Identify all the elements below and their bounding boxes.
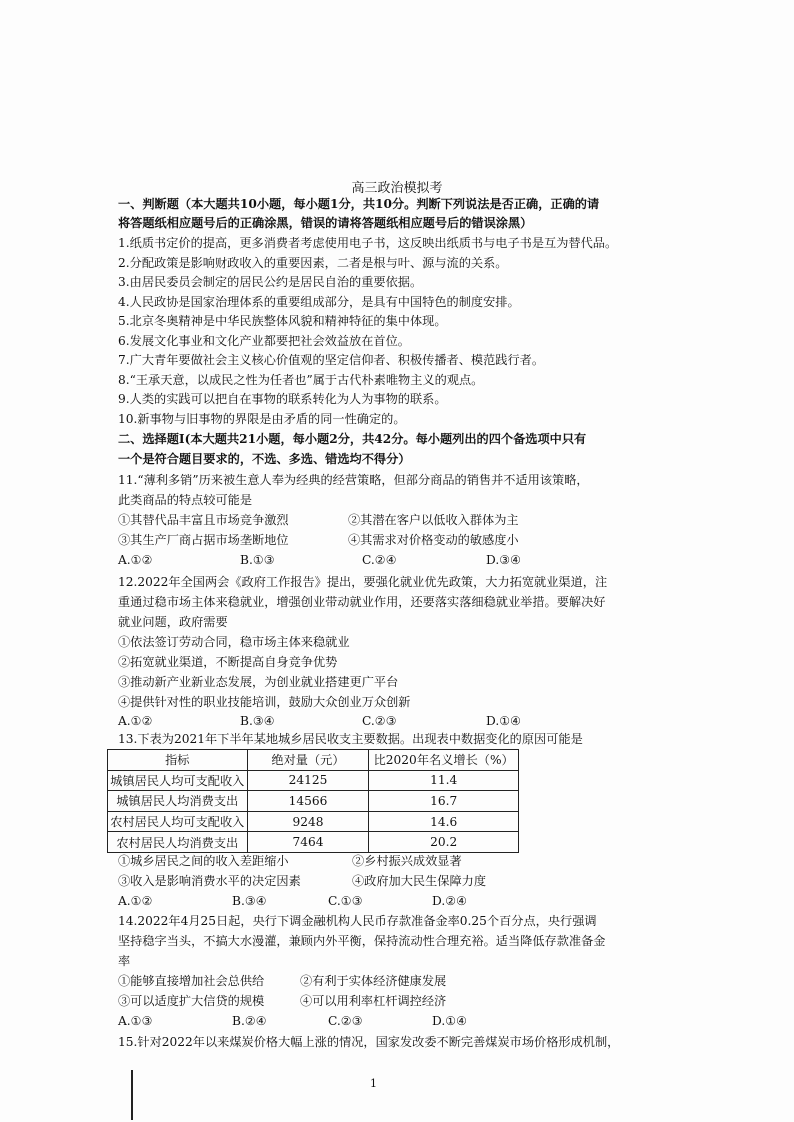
q11-statement-2: ②其潜在客户以低收入群体为主 bbox=[348, 513, 519, 527]
q12-choice-d: D.①④ bbox=[486, 714, 522, 728]
judge-item: 5.北京冬奥精神是中华民族整体风貌和精神特征的集中体现。 bbox=[118, 314, 447, 328]
q14-choice-a: A.①③ bbox=[118, 1014, 153, 1028]
page-number: 1 bbox=[370, 1077, 377, 1090]
table-cell: 14566 bbox=[247, 791, 369, 812]
q11-choice-a: A.①② bbox=[118, 553, 153, 567]
q12-choice-a: A.①② bbox=[118, 714, 153, 728]
table-cell: 20.2 bbox=[369, 832, 519, 853]
q11-stem: 11.“薄利多销”历来被生意人奉为经典的经营策略，但部分商品的销售并不适用该策略， bbox=[118, 473, 589, 487]
table-row bbox=[108, 791, 519, 812]
q13-statement-3: ③收入是影响消费水平的决定因素 bbox=[118, 874, 301, 888]
q12-choice-c: C.②③ bbox=[362, 714, 397, 728]
table-cell: 7464 bbox=[247, 832, 369, 853]
judge-item: 9.人类的实践可以把自在事物的联系转化为人为事物的联系。 bbox=[118, 392, 447, 406]
table-row bbox=[108, 770, 519, 791]
table-row bbox=[108, 811, 519, 832]
q14-stem-cont2: 率 bbox=[118, 954, 131, 968]
section2-heading: 二、选择题Ⅰ(本大题共21小题，每小题2分，共42分。每小题列出的四个备选项中只有 bbox=[118, 432, 587, 446]
judge-item: 4.人民政协是国家治理体系的重要组成部分，是具有中国特色的制度安排。 bbox=[118, 295, 520, 309]
table-cell: 14.6 bbox=[369, 811, 519, 832]
table-cell: 城镇居民人均消费支出 bbox=[108, 791, 248, 812]
table-cell: 24125 bbox=[247, 770, 369, 791]
page-title: 高三政治模拟考 bbox=[351, 181, 443, 196]
table-header-row bbox=[108, 750, 519, 771]
judge-item: 8.“王承天意，以成民之性为任者也”属于古代朴素唯物主义的观点。 bbox=[118, 373, 484, 387]
table-header: 比2020年名义增长（%） bbox=[369, 750, 519, 771]
q14-statement-2: ②有利于实体经济健康发展 bbox=[300, 974, 447, 988]
q14-stem: 14.2022年4月25日起，央行下调金融机构人民币存款准备金率0.25个百分点，央行强调 bbox=[118, 914, 597, 928]
income-expenditure-table bbox=[107, 749, 519, 853]
table-cell: 16.7 bbox=[369, 791, 519, 812]
q13-choice-c: C.①③ bbox=[328, 894, 363, 908]
q11-choice-d: D.③④ bbox=[486, 553, 522, 567]
judge-item: 6.发展文化事业和文化产业都要把社会效益放在首位。 bbox=[118, 334, 410, 348]
q13-statement-4: ④政府加大民生保障力度 bbox=[352, 874, 487, 888]
q13-stem: 13.下表为2021年下半年某地城乡居民收支主要数据。出现表中数据变化的原因可能是 bbox=[118, 732, 583, 746]
q14-choice-c: C.②③ bbox=[328, 1014, 363, 1028]
q11-statement-1: ①其替代品丰富且市场竞争激烈 bbox=[118, 513, 289, 527]
judge-item: 2.分配政策是影响财政收入的重要因素，二者是根与叶、源与流的关系。 bbox=[118, 256, 508, 270]
q15-stem: 15.针对2022年以来煤炭价格大幅上涨的情况，国家发改委不断完善煤炭市场价格形成机制， bbox=[118, 1035, 620, 1049]
judge-item: 3.由居民委员会制定的居民公约是居民自治的重要依据。 bbox=[118, 275, 423, 289]
table-cell: 9248 bbox=[247, 811, 369, 832]
q13-choice-a: A.①② bbox=[118, 894, 153, 908]
q11-choice-b: B.①③ bbox=[240, 553, 275, 567]
judge-item: 10.新事物与旧事物的界限是由矛盾的同一性确定的。 bbox=[118, 412, 406, 426]
table-cell: 城镇居民人均可支配收入 bbox=[108, 770, 248, 791]
q12-stem: 12.2022年全国两会《政府工作报告》提出，要强化就业优先政策，大力拓宽就业渠道，注 bbox=[118, 575, 608, 589]
q14-choice-d: D.①④ bbox=[432, 1014, 468, 1028]
q12-choice-b: B.③④ bbox=[240, 714, 275, 728]
q12-statement-4: ④提供针对性的职业技能培训，鼓励大众创业万众创新 bbox=[118, 695, 411, 709]
table-cell: 农村居民人均可支配收入 bbox=[108, 811, 248, 832]
section1-heading: 一、判断题（本大题共10小题，每小题1分，共10分。判断下列说法是否正确，正确的请 bbox=[118, 197, 600, 211]
section2-heading-cont: 一个是符合题目要求的，不选、多选、错选均不得分） bbox=[118, 452, 411, 466]
q11-statement-4: ④其需求对价格变动的敏感度小 bbox=[348, 533, 519, 547]
q13-statement-2: ②乡村振兴成效显著 bbox=[352, 854, 462, 868]
q12-stem-cont2: 就业问题，政府需要 bbox=[118, 615, 228, 629]
q14-stem-cont: 坚持稳字当头，不搞大水漫灌，兼顾内外平衡，保持流动性合理充裕。适当降低存款准备金 bbox=[118, 934, 606, 948]
q14-statement-4: ④可以用利率杠杆调控经济 bbox=[300, 994, 447, 1008]
q12-statement-1: ①依法签订劳动合同，稳市场主体来稳就业 bbox=[118, 635, 350, 649]
q14-statement-3: ③可以适度扩大信贷的规模 bbox=[118, 994, 265, 1008]
judge-item: 7.广大青年要做社会主义核心价值观的坚定信仰者、积极传播者、模范践行者。 bbox=[118, 353, 545, 367]
table-header: 绝对量（元） bbox=[247, 750, 369, 771]
table-cell: 农村居民人均消费支出 bbox=[108, 832, 248, 853]
q13-choice-d: D.②④ bbox=[432, 894, 468, 908]
q14-statement-1: ①能够直接增加社会总供给 bbox=[118, 974, 265, 988]
judge-item: 1.纸质书定价的提高，更多消费者考虑使用电子书，这反映出纸质书与电子书是互为替代品。 bbox=[118, 236, 618, 250]
q13-choice-b: B.③④ bbox=[232, 894, 267, 908]
q11-statement-3: ③其生产厂商占据市场垄断地位 bbox=[118, 533, 289, 547]
table-row bbox=[108, 832, 519, 853]
table-cell: 11.4 bbox=[369, 770, 519, 791]
table-header: 指标 bbox=[108, 750, 248, 771]
q12-stem-cont: 重通过稳市场主体来稳就业，增强创业带动就业作用，还要落实落细稳就业举措。要解决好 bbox=[118, 595, 606, 609]
section1-heading-cont: 将答题纸相应题号后的正确涂黑，错误的请将答题纸相应题号后的错误涂黑） bbox=[118, 216, 533, 230]
q11-choice-c: C.②④ bbox=[362, 553, 397, 567]
q12-statement-3: ③推动新产业新业态发展，为创业就业搭建更广平台 bbox=[118, 675, 399, 689]
q13-statement-1: ①城乡居民之间的收入差距缩小 bbox=[118, 854, 289, 868]
q12-statement-2: ②拓宽就业渠道，不断提高自身竞争优势 bbox=[118, 655, 338, 669]
q11-stem-cont: 此类商品的特点较可能是 bbox=[118, 493, 253, 507]
q14-choice-b: B.②④ bbox=[232, 1014, 267, 1028]
binding-margin-line bbox=[131, 1070, 133, 1120]
